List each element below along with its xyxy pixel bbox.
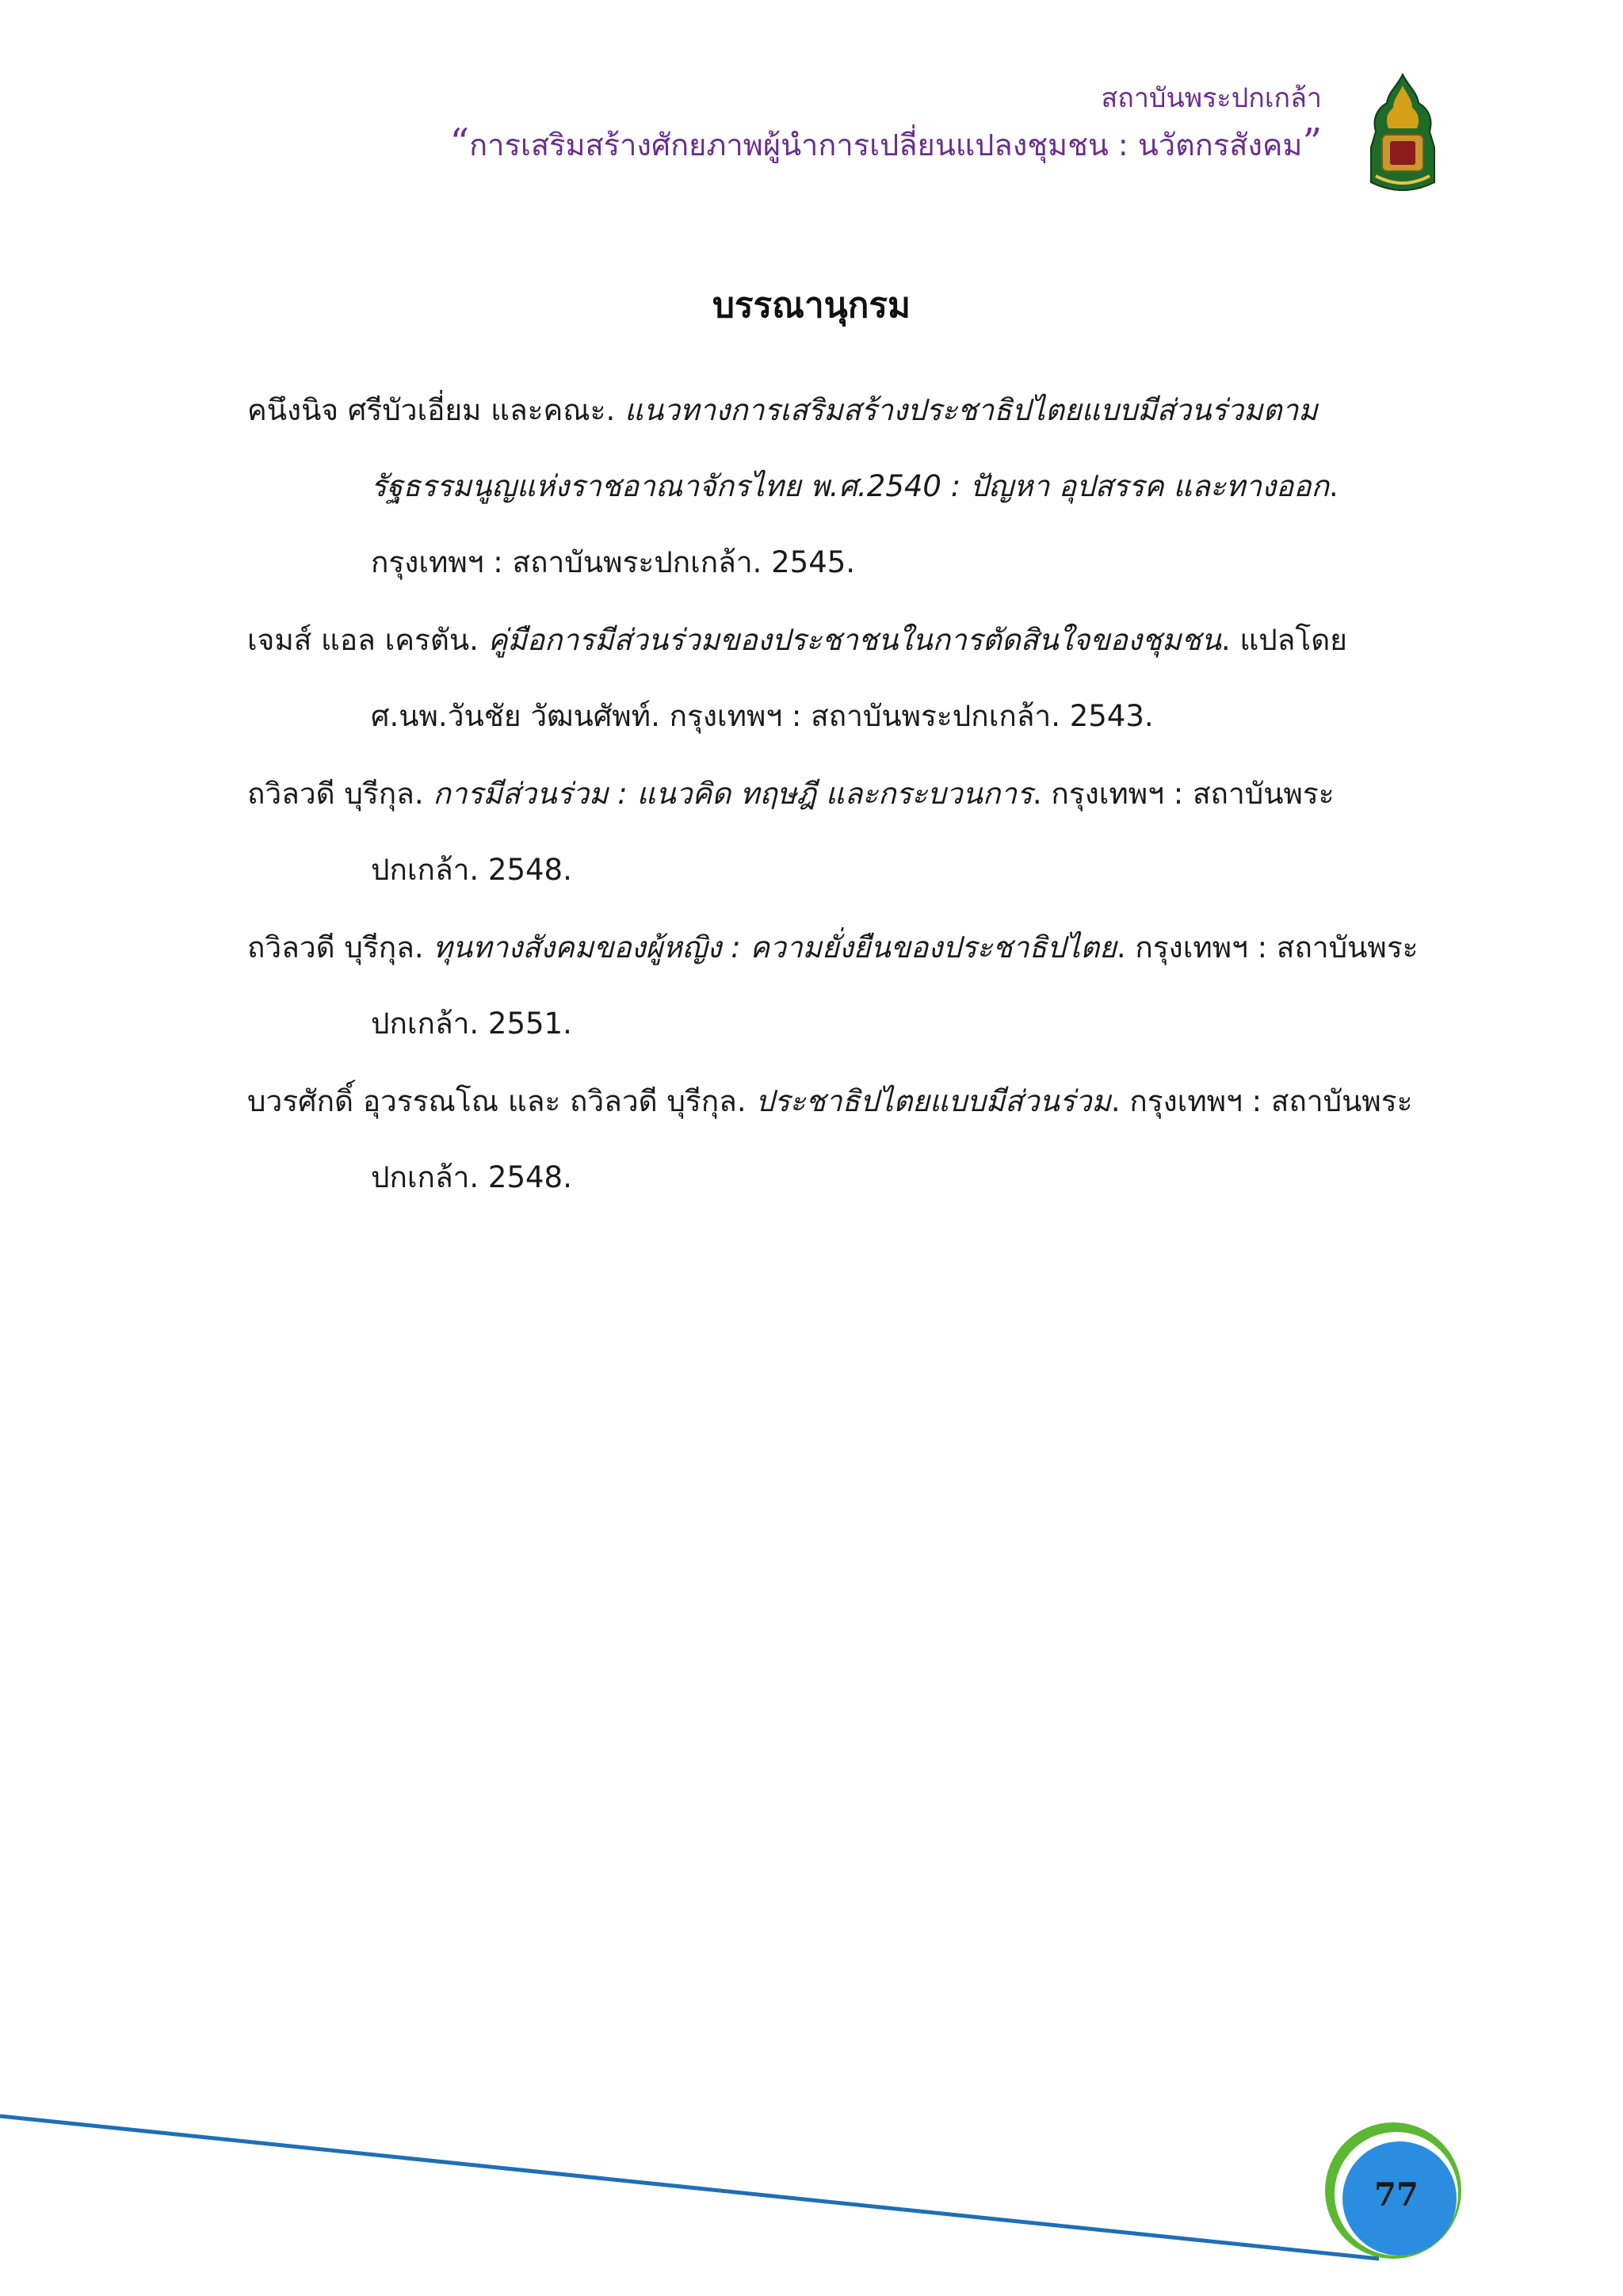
reference-book-title: แนวทางการเสริมสร้างประชาธิปไตยแบบมีส่วนร่วมตามรัฐธรรมนูญแห่งราชอาณาจักรไทย พ.ศ.2540 : ปัญหา อุปสรรค และทางออก: [371, 393, 1329, 503]
reference-publication: . กรุงเทพฯ : สถาบันพระปกเกล้า. 2545.: [371, 469, 1338, 579]
reference-entry: [247, 910, 1436, 1062]
page-title: บรรณานุกรม: [712, 285, 911, 326]
reference-author: ถวิลวดี บุรีกุล.: [247, 930, 433, 965]
reference-author: ถวิลวดี บุรีกุล.: [247, 777, 433, 811]
reference-entry: [247, 1064, 1436, 1216]
reference-book-title: คู่มือการมีส่วนร่วมของประชาชนในการตัดสินใจของชุมชน: [487, 623, 1221, 657]
reference-book-title: ทุนทางสังคมของผู้หญิง : ความยั่งยืนของประชาธิปไตย: [433, 930, 1117, 965]
page-number: 77: [1374, 2176, 1419, 2214]
quote-open: “: [449, 120, 470, 165]
reference-book-title: ประชาธิปไตยแบบมีส่วนร่วม: [755, 1084, 1111, 1118]
header-subtitle: [450, 120, 1322, 167]
reference-book-title: การมีส่วนร่วม : แนวคิด ทฤษฎี และกระบวนการ: [433, 777, 1033, 811]
quote-close: ”: [1302, 120, 1322, 165]
subtitle-text: การเสริมสร้างศักยภาพผู้นำการเปลี่ยนแปลงชุมชน : นวัตกรสังคม: [469, 128, 1303, 162]
reference-entry: [247, 372, 1436, 601]
institute-name: สถาบันพระปกเกล้า: [1101, 82, 1322, 114]
page-header: [450, 76, 1322, 167]
reference-author: บวรศักดิ์ อุวรรณโณ และ ถวิลวดี บุรีกุล.: [247, 1084, 756, 1118]
reference-author: คนึงนิจ ศรีบัวเอี่ยม และคณะ.: [247, 393, 625, 427]
reference-list: [247, 372, 1436, 1216]
institute-emblem-icon: [1365, 71, 1441, 198]
reference-publication: . กรุงเทพฯ : สถาบันพระปกเกล้า. 2551.: [371, 930, 1419, 1041]
reference-publication: . แปลโดย ศ.นพ.วันชัย วัฒนศัพท์. กรุงเทพฯ : สถาบันพระปกเกล้า. 2543.: [371, 623, 1347, 733]
reference-author: เจมส์ แอล เครตัน.: [247, 623, 488, 657]
reference-entry: [247, 756, 1436, 908]
reference-publication: . กรุงเทพฯ : สถาบันพระปกเกล้า. 2548.: [371, 777, 1335, 887]
reference-publication: . กรุงเทพฯ : สถาบันพระปกเกล้า. 2548.: [371, 1084, 1413, 1194]
reference-entry: [247, 602, 1436, 755]
